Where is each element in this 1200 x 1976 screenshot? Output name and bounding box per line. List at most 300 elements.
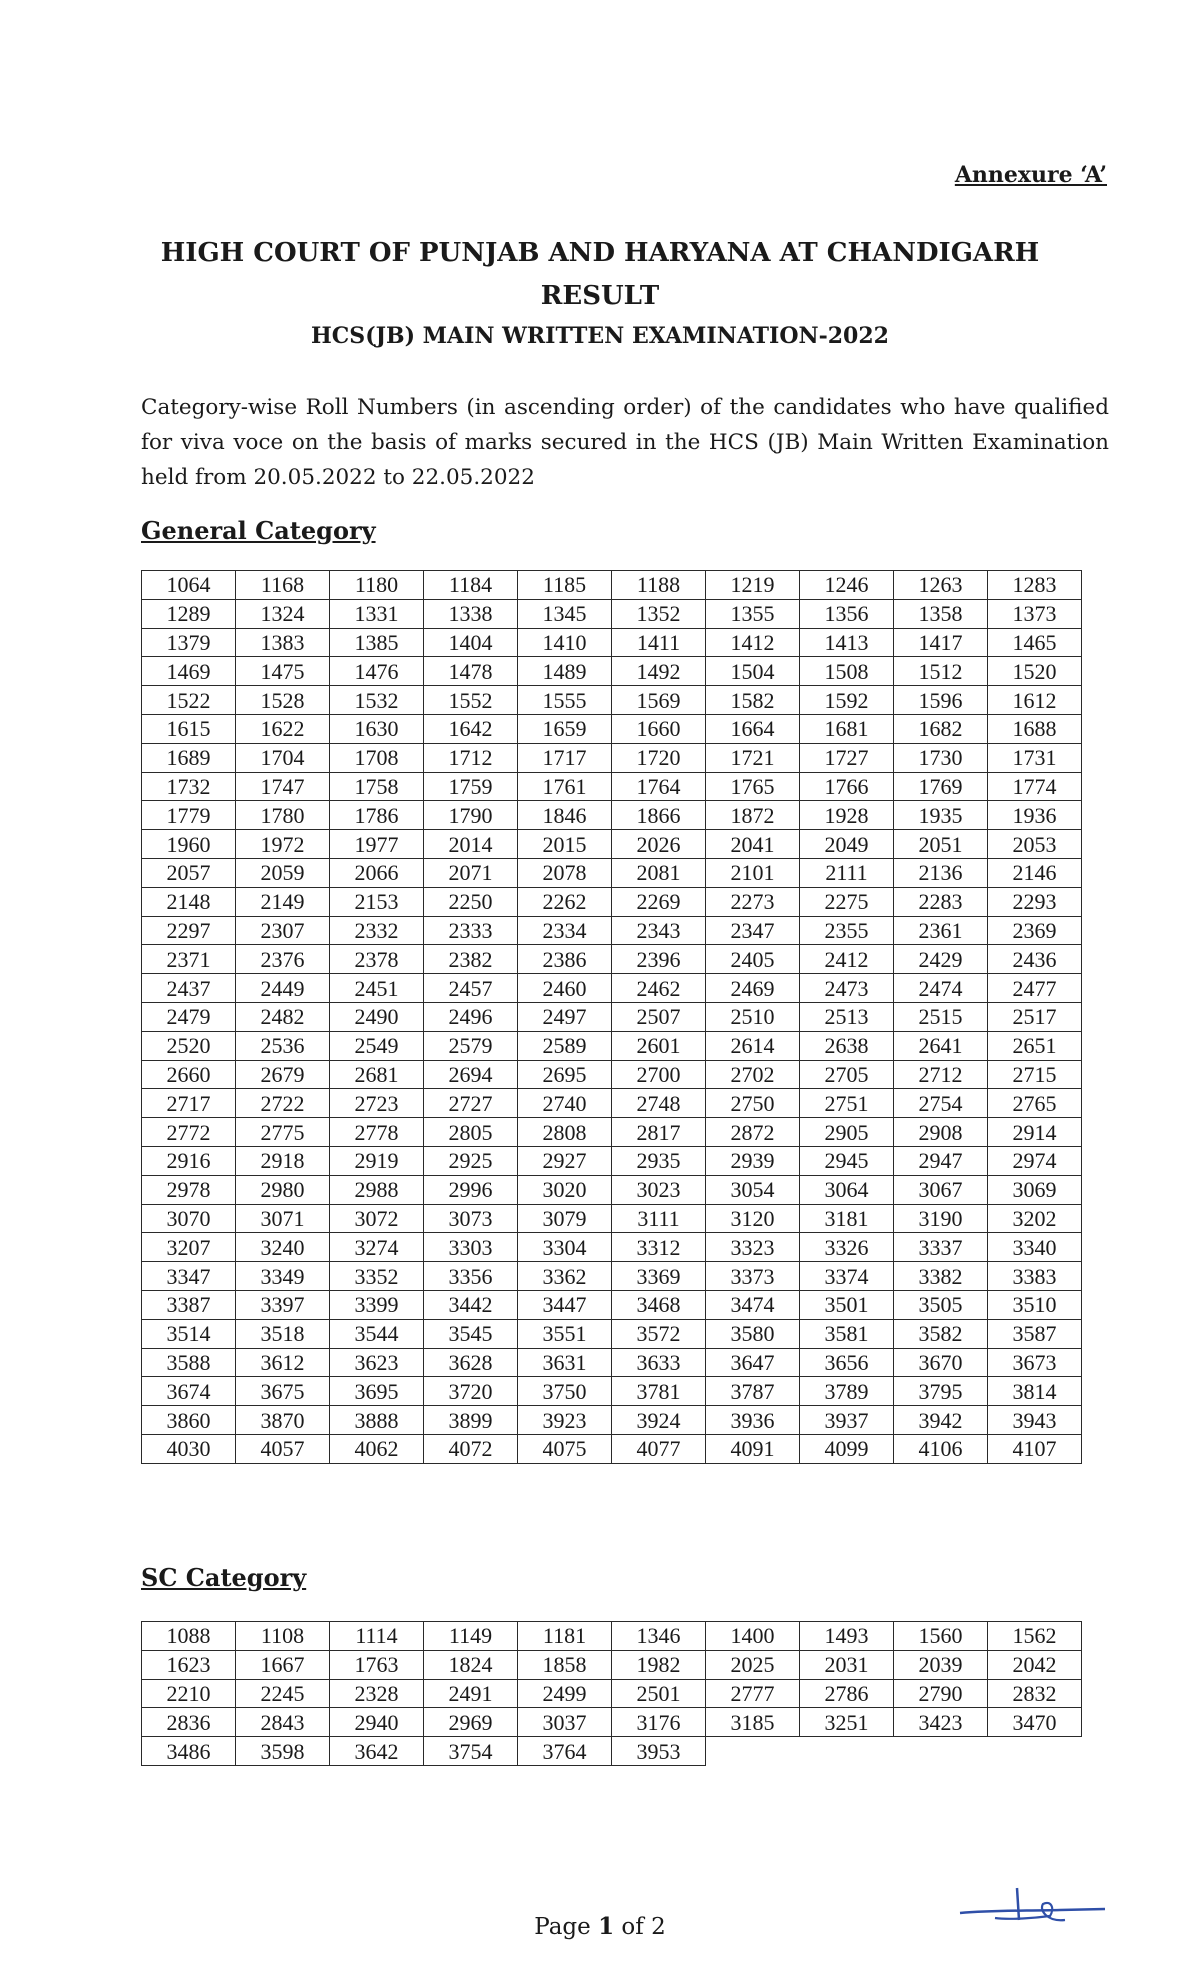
table-row [142, 1002, 1082, 1031]
roll-number-cell: 3251 [800, 1708, 894, 1737]
roll-number-cell: 3642 [330, 1737, 424, 1766]
roll-number-cell: 3860 [142, 1406, 236, 1435]
table-row [142, 714, 1082, 743]
roll-number-cell: 3303 [424, 1233, 518, 1262]
roll-number-cell: 3720 [424, 1377, 518, 1406]
roll-number-cell: 1774 [988, 772, 1082, 801]
roll-number-cell: 4072 [424, 1434, 518, 1463]
roll-number-cell: 2748 [612, 1089, 706, 1118]
roll-number-cell: 2651 [988, 1031, 1082, 1060]
roll-number-cell: 1659 [518, 714, 612, 743]
roll-number-cell: 1562 [988, 1622, 1082, 1651]
roll-number-cell: 2772 [142, 1118, 236, 1147]
roll-number-cell: 1664 [706, 714, 800, 743]
table-row [142, 887, 1082, 916]
roll-number-cell: 1721 [706, 743, 800, 772]
roll-number-cell: 2361 [894, 916, 988, 945]
roll-number-cell: 3623 [330, 1348, 424, 1377]
roll-number-cell: 1338 [424, 599, 518, 628]
roll-number-cell: 1872 [706, 801, 800, 830]
roll-number-cell: 1465 [988, 628, 1082, 657]
roll-number-cell: 2817 [612, 1118, 706, 1147]
roll-number-cell: 2974 [988, 1146, 1082, 1175]
roll-number-cell: 3202 [988, 1204, 1082, 1233]
roll-number-cell: 3937 [800, 1406, 894, 1435]
roll-number-cell: 2715 [988, 1060, 1082, 1089]
roll-number-cell: 2041 [706, 830, 800, 859]
roll-number-cell: 3349 [236, 1262, 330, 1291]
roll-number-cell: 2939 [706, 1146, 800, 1175]
roll-number-cell: 1712 [424, 743, 518, 772]
table-row [142, 1737, 1082, 1766]
roll-number-cell: 1769 [894, 772, 988, 801]
roll-number-cell: 3510 [988, 1290, 1082, 1319]
roll-number-cell: 2916 [142, 1146, 236, 1175]
roll-number-cell: 2501 [612, 1679, 706, 1708]
roll-number-cell: 2262 [518, 887, 612, 916]
roll-number-cell: 2491 [424, 1679, 518, 1708]
table-row [142, 1622, 1082, 1651]
roll-number-cell: 3470 [988, 1708, 1082, 1737]
roll-number-cell: 2775 [236, 1118, 330, 1147]
roll-number-cell: 1493 [800, 1622, 894, 1651]
roll-number-cell: 2510 [706, 1002, 800, 1031]
roll-number-cell: 1492 [612, 657, 706, 686]
roll-number-cell: 2589 [518, 1031, 612, 1060]
roll-number-cell: 3073 [424, 1204, 518, 1233]
roll-number-cell: 2148 [142, 887, 236, 916]
roll-number-cell: 2026 [612, 830, 706, 859]
roll-number-cell: 3795 [894, 1377, 988, 1406]
roll-number-cell: 1623 [142, 1650, 236, 1679]
roll-number-cell: 4107 [988, 1434, 1082, 1463]
roll-number-cell: 1528 [236, 686, 330, 715]
roll-number-cell: 1552 [424, 686, 518, 715]
roll-number-cell: 3079 [518, 1204, 612, 1233]
roll-number-cell: 3750 [518, 1377, 612, 1406]
roll-number-cell: 2269 [612, 887, 706, 916]
roll-number-cell: 3274 [330, 1233, 424, 1262]
table-row [142, 801, 1082, 830]
roll-number-cell: 2925 [424, 1146, 518, 1175]
roll-number-cell: 1612 [988, 686, 1082, 715]
roll-number-cell: 2517 [988, 1002, 1082, 1031]
result-title: RESULT [540, 281, 660, 311]
roll-number-cell: 1935 [894, 801, 988, 830]
roll-number-cell: 1681 [800, 714, 894, 743]
table-row [142, 1406, 1082, 1435]
roll-number-cell: 2343 [612, 916, 706, 945]
roll-number-cell: 3814 [988, 1377, 1082, 1406]
roll-number-cell: 2935 [612, 1146, 706, 1175]
roll-number-cell: 3670 [894, 1348, 988, 1377]
roll-number-cell: 2914 [988, 1118, 1082, 1147]
roll-number-cell: 2369 [988, 916, 1082, 945]
table-row [142, 1377, 1082, 1406]
roll-number-cell: 2927 [518, 1146, 612, 1175]
roll-number-cell: 2515 [894, 1002, 988, 1031]
empty-cell [894, 1737, 988, 1766]
roll-number-cell: 2412 [800, 945, 894, 974]
roll-number-cell: 1689 [142, 743, 236, 772]
roll-number-cell: 2723 [330, 1089, 424, 1118]
roll-number-cell: 2695 [518, 1060, 612, 1089]
roll-number-cell: 1469 [142, 657, 236, 686]
table-row [142, 1204, 1082, 1233]
table-row [142, 1118, 1082, 1147]
roll-number-cell: 1411 [612, 628, 706, 657]
roll-number-cell: 3551 [518, 1319, 612, 1348]
roll-number-cell: 1688 [988, 714, 1082, 743]
roll-number-cell: 1780 [236, 801, 330, 830]
table-row [142, 858, 1082, 887]
roll-number-cell: 1149 [424, 1622, 518, 1651]
roll-number-cell: 3362 [518, 1262, 612, 1291]
roll-number-cell: 3054 [706, 1175, 800, 1204]
roll-number-cell: 1592 [800, 686, 894, 715]
roll-number-cell: 2437 [142, 974, 236, 1003]
roll-number-cell: 3518 [236, 1319, 330, 1348]
roll-number-cell: 2462 [612, 974, 706, 1003]
roll-number-cell: 2681 [330, 1060, 424, 1089]
table-row [142, 1060, 1082, 1089]
table-row [142, 1233, 1082, 1262]
roll-number-cell: 1219 [706, 571, 800, 600]
roll-number-cell: 3373 [706, 1262, 800, 1291]
roll-number-cell: 2347 [706, 916, 800, 945]
roll-number-cell: 1283 [988, 571, 1082, 600]
roll-number-cell: 3888 [330, 1406, 424, 1435]
roll-number-cell: 2778 [330, 1118, 424, 1147]
roll-number-cell: 3505 [894, 1290, 988, 1319]
roll-number-cell: 2457 [424, 974, 518, 1003]
roll-number-cell: 1356 [800, 599, 894, 628]
roll-number-cell: 3468 [612, 1290, 706, 1319]
roll-number-cell: 2469 [706, 974, 800, 1003]
roll-number-cell: 3936 [706, 1406, 800, 1435]
roll-number-cell: 3545 [424, 1319, 518, 1348]
roll-number-cell: 3673 [988, 1348, 1082, 1377]
roll-number-cell: 1188 [612, 571, 706, 600]
roll-number-cell: 2700 [612, 1060, 706, 1089]
roll-number-cell: 2843 [236, 1708, 330, 1737]
roll-number-cell: 2245 [236, 1679, 330, 1708]
roll-number-cell: 2722 [236, 1089, 330, 1118]
roll-number-cell: 3514 [142, 1319, 236, 1348]
roll-number-cell: 3789 [800, 1377, 894, 1406]
roll-number-cell: 3037 [518, 1708, 612, 1737]
roll-number-cell: 3397 [236, 1290, 330, 1319]
page-separator: of [621, 1914, 644, 1940]
roll-number-cell: 3111 [612, 1204, 706, 1233]
roll-number-cell: 2705 [800, 1060, 894, 1089]
roll-number-cell: 1667 [236, 1650, 330, 1679]
roll-number-cell: 2980 [236, 1175, 330, 1204]
table-row [142, 830, 1082, 859]
roll-number-cell: 3674 [142, 1377, 236, 1406]
roll-number-cell: 2614 [706, 1031, 800, 1060]
roll-number-cell: 3181 [800, 1204, 894, 1233]
roll-number-cell: 3352 [330, 1262, 424, 1291]
empty-cell [800, 1737, 894, 1766]
roll-number-cell: 3064 [800, 1175, 894, 1204]
roll-number-cell: 1475 [236, 657, 330, 686]
roll-number-cell: 1846 [518, 801, 612, 830]
roll-number-cell: 1936 [988, 801, 1082, 830]
roll-number-cell: 2449 [236, 974, 330, 1003]
roll-number-cell: 2293 [988, 887, 1082, 916]
roll-number-cell: 2474 [894, 974, 988, 1003]
roll-number-cell: 2250 [424, 887, 518, 916]
exam-title: HCS(JB) MAIN WRITTEN EXAMINATION-2022 [311, 323, 889, 349]
roll-number-cell: 2078 [518, 858, 612, 887]
roll-number-cell: 1412 [706, 628, 800, 657]
table-row [142, 628, 1082, 657]
roll-number-cell: 1324 [236, 599, 330, 628]
general-category-title: General Category [141, 516, 376, 545]
roll-number-cell: 3356 [424, 1262, 518, 1291]
table-row [142, 571, 1082, 600]
roll-number-cell: 1977 [330, 830, 424, 859]
roll-number-cell: 1824 [424, 1650, 518, 1679]
roll-number-cell: 2297 [142, 916, 236, 945]
roll-number-cell: 3387 [142, 1290, 236, 1319]
roll-number-cell: 1765 [706, 772, 800, 801]
roll-number-cell: 1866 [612, 801, 706, 830]
roll-number-cell: 1682 [894, 714, 988, 743]
roll-number-cell: 1596 [894, 686, 988, 715]
roll-number-cell: 2940 [330, 1708, 424, 1737]
roll-number-cell: 2275 [800, 887, 894, 916]
table-row [142, 1146, 1082, 1175]
roll-number-cell: 3943 [988, 1406, 1082, 1435]
roll-number-cell: 3953 [612, 1737, 706, 1766]
roll-number-cell: 1114 [330, 1622, 424, 1651]
roll-number-cell: 2053 [988, 830, 1082, 859]
table-row [142, 1708, 1082, 1737]
roll-number-cell: 2497 [518, 1002, 612, 1031]
page-total: 2 [651, 1914, 666, 1940]
roll-number-cell: 1569 [612, 686, 706, 715]
roll-number-cell: 1508 [800, 657, 894, 686]
roll-number-cell: 3501 [800, 1290, 894, 1319]
roll-number-cell: 1512 [894, 657, 988, 686]
roll-number-cell: 2919 [330, 1146, 424, 1175]
roll-number-cell: 2460 [518, 974, 612, 1003]
roll-number-cell: 3423 [894, 1708, 988, 1737]
roll-number-cell: 1622 [236, 714, 330, 743]
roll-number-cell: 2382 [424, 945, 518, 974]
roll-number-cell: 1615 [142, 714, 236, 743]
intro-paragraph: Category-wise Roll Numbers (in ascending order) of the candidates who have qualified for viva voce on the basis of marks secured in the HCS (JB) Main Written Examination held from 20.05.2022 to 22.05.2022 [141, 395, 1109, 490]
roll-number-cell: 1355 [706, 599, 800, 628]
roll-number-cell: 1400 [706, 1622, 800, 1651]
roll-number-cell: 3899 [424, 1406, 518, 1435]
roll-number-cell: 2717 [142, 1089, 236, 1118]
roll-number-cell: 2429 [894, 945, 988, 974]
roll-number-cell: 2451 [330, 974, 424, 1003]
roll-number-cell: 2328 [330, 1679, 424, 1708]
roll-number-cell: 1478 [424, 657, 518, 686]
roll-number-cell: 2786 [800, 1679, 894, 1708]
roll-number-cell: 3923 [518, 1406, 612, 1435]
roll-number-cell: 1181 [518, 1622, 612, 1651]
roll-number-cell: 2679 [236, 1060, 330, 1089]
roll-number-cell: 1582 [706, 686, 800, 715]
roll-number-cell: 1263 [894, 571, 988, 600]
roll-number-cell: 1858 [518, 1650, 612, 1679]
roll-number-cell: 1708 [330, 743, 424, 772]
roll-number-cell: 3675 [236, 1377, 330, 1406]
roll-number-cell: 1758 [330, 772, 424, 801]
roll-number-cell: 3581 [800, 1319, 894, 1348]
roll-number-cell: 2513 [800, 1002, 894, 1031]
roll-number-cell: 2712 [894, 1060, 988, 1089]
page-number [0, 1913, 1200, 1940]
roll-number-cell: 2136 [894, 858, 988, 887]
roll-number-cell: 1928 [800, 801, 894, 830]
roll-number-cell: 3326 [800, 1233, 894, 1262]
roll-number-cell: 2332 [330, 916, 424, 945]
roll-number-cell: 3337 [894, 1233, 988, 1262]
roll-number-cell: 2014 [424, 830, 518, 859]
roll-number-cell: 1704 [236, 743, 330, 772]
roll-number-cell: 3633 [612, 1348, 706, 1377]
roll-number-cell: 3240 [236, 1233, 330, 1262]
roll-number-cell: 3544 [330, 1319, 424, 1348]
roll-number-cell: 1289 [142, 599, 236, 628]
roll-number-cell: 1660 [612, 714, 706, 743]
table-row [142, 1319, 1082, 1348]
roll-number-cell: 1761 [518, 772, 612, 801]
roll-number-cell: 3304 [518, 1233, 612, 1262]
roll-number-cell: 2905 [800, 1118, 894, 1147]
roll-number-cell: 2777 [706, 1679, 800, 1708]
roll-number-cell: 2549 [330, 1031, 424, 1060]
roll-number-cell: 1972 [236, 830, 330, 859]
roll-number-cell: 2025 [706, 1650, 800, 1679]
roll-number-cell: 2378 [330, 945, 424, 974]
roll-number-cell: 1383 [236, 628, 330, 657]
roll-number-cell: 1185 [518, 571, 612, 600]
roll-number-cell: 3781 [612, 1377, 706, 1406]
roll-number-cell: 3442 [424, 1290, 518, 1319]
roll-number-cell: 4057 [236, 1434, 330, 1463]
roll-number-cell: 2790 [894, 1679, 988, 1708]
roll-number-cell: 3656 [800, 1348, 894, 1377]
roll-number-cell: 4077 [612, 1434, 706, 1463]
roll-number-cell: 2039 [894, 1650, 988, 1679]
roll-number-cell: 2479 [142, 1002, 236, 1031]
roll-number-cell: 2988 [330, 1175, 424, 1204]
roll-number-cell: 3647 [706, 1348, 800, 1377]
roll-number-cell: 3340 [988, 1233, 1082, 1262]
roll-number-cell: 3924 [612, 1406, 706, 1435]
roll-number-cell: 2111 [800, 858, 894, 887]
roll-number-cell: 1717 [518, 743, 612, 772]
roll-number-cell: 1476 [330, 657, 424, 686]
roll-number-cell: 3383 [988, 1262, 1082, 1291]
roll-number-cell: 4030 [142, 1434, 236, 1463]
roll-number-cell: 1763 [330, 1650, 424, 1679]
roll-number-cell: 3185 [706, 1708, 800, 1737]
roll-number-cell: 1345 [518, 599, 612, 628]
roll-number-cell: 2520 [142, 1031, 236, 1060]
page-current: 1 [598, 1913, 615, 1940]
roll-number-cell: 3070 [142, 1204, 236, 1233]
roll-number-cell: 3447 [518, 1290, 612, 1319]
roll-number-cell: 3474 [706, 1290, 800, 1319]
roll-number-cell: 2031 [800, 1650, 894, 1679]
roll-number-cell: 3069 [988, 1175, 1082, 1204]
roll-number-cell: 2836 [142, 1708, 236, 1737]
roll-number-cell: 2051 [894, 830, 988, 859]
roll-number-cell: 2765 [988, 1089, 1082, 1118]
roll-number-cell: 1413 [800, 628, 894, 657]
roll-number-cell: 3374 [800, 1262, 894, 1291]
roll-number-cell: 1385 [330, 628, 424, 657]
table-row [142, 1262, 1082, 1291]
roll-number-cell: 3207 [142, 1233, 236, 1262]
roll-number-cell: 2059 [236, 858, 330, 887]
roll-number-cell: 1522 [142, 686, 236, 715]
roll-number-cell: 2947 [894, 1146, 988, 1175]
roll-number-cell: 3190 [894, 1204, 988, 1233]
roll-number-cell: 2660 [142, 1060, 236, 1089]
roll-number-cell: 2536 [236, 1031, 330, 1060]
roll-number-cell: 1790 [424, 801, 518, 830]
roll-number-cell: 1764 [612, 772, 706, 801]
roll-number-cell: 2405 [706, 945, 800, 974]
roll-number-cell: 3023 [612, 1175, 706, 1204]
roll-number-cell: 4106 [894, 1434, 988, 1463]
roll-number-cell: 2996 [424, 1175, 518, 1204]
table-row [142, 1089, 1082, 1118]
roll-number-cell: 2490 [330, 1002, 424, 1031]
general-category-table [141, 570, 1082, 1464]
roll-number-cell: 3588 [142, 1348, 236, 1377]
table-row [142, 599, 1082, 628]
roll-number-cell: 3582 [894, 1319, 988, 1348]
roll-number-cell: 1642 [424, 714, 518, 743]
roll-number-cell: 3612 [236, 1348, 330, 1377]
roll-number-cell: 2057 [142, 858, 236, 887]
roll-number-cell: 3695 [330, 1377, 424, 1406]
roll-number-cell: 1352 [612, 599, 706, 628]
page-prefix: Page [534, 1914, 591, 1940]
roll-number-cell: 1168 [236, 571, 330, 600]
table-row [142, 1434, 1082, 1463]
roll-number-cell: 2333 [424, 916, 518, 945]
table-row [142, 1031, 1082, 1060]
roll-number-cell: 3399 [330, 1290, 424, 1319]
roll-number-cell: 2908 [894, 1118, 988, 1147]
roll-number-cell: 1747 [236, 772, 330, 801]
roll-number-cell: 2740 [518, 1089, 612, 1118]
roll-number-cell: 1346 [612, 1622, 706, 1651]
roll-number-cell: 2049 [800, 830, 894, 859]
roll-number-cell: 2978 [142, 1175, 236, 1204]
roll-number-cell: 4075 [518, 1434, 612, 1463]
roll-number-cell: 2071 [424, 858, 518, 887]
roll-number-cell: 2146 [988, 858, 1082, 887]
empty-cell [706, 1737, 800, 1766]
roll-number-cell: 2015 [518, 830, 612, 859]
roll-number-cell: 2751 [800, 1089, 894, 1118]
table-row [142, 1650, 1082, 1679]
roll-number-cell: 2473 [800, 974, 894, 1003]
roll-number-cell: 2969 [424, 1708, 518, 1737]
